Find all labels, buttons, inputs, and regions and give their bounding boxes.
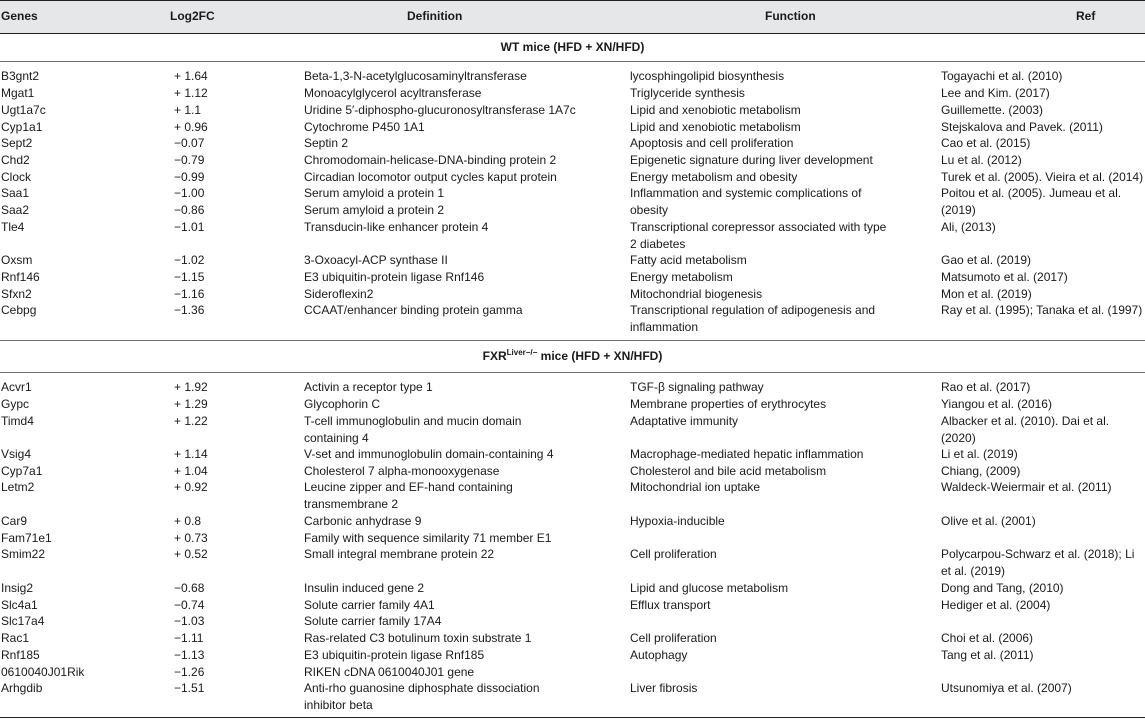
table-row (0, 513, 1145, 530)
log2fc-cell: + 1.14 (174, 447, 208, 461)
ref-cell: Yiangou et al. (2016) (941, 397, 1052, 411)
table-row (0, 396, 1145, 413)
gene-cell: Rnf185 (1, 648, 40, 662)
col-header-ref: Ref (1076, 9, 1096, 23)
table-row (0, 379, 1145, 396)
section-rule-fxr (0, 372, 1145, 373)
table-row (0, 302, 1145, 334)
col-header-log2fc: Log2FC (170, 9, 215, 23)
gene-cell: B3gnt2 (1, 69, 40, 83)
function-cell: Triglyceride synthesis (630, 86, 745, 100)
function-cell: Apoptosis and cell proliferation (630, 136, 794, 150)
log2fc-cell: + 0.73 (174, 531, 208, 545)
ref-cell: Chiang, (2009) (941, 464, 1021, 478)
definition-cell: RIKEN cDNA 0610040J01 gene (304, 665, 475, 679)
gene-cell: Cyp7a1 (1, 464, 43, 478)
definition-cell: T-cell immunoglobulin and mucin domain containing 4 (304, 414, 522, 445)
definition-cell: V-set and immunoglobulin domain-containing 4 (304, 447, 554, 461)
definition-cell: CCAAT/enhancer binding protein gamma (304, 303, 523, 317)
gene-cell: Clock (1, 170, 32, 184)
ref-cell: (2019) (941, 203, 976, 217)
function-cell: obesity (630, 203, 669, 217)
definition-cell: Ras-related C3 botulinum toxin substrate 1 (304, 631, 532, 645)
table-row (0, 119, 1145, 136)
col-header-definition: Definition (407, 9, 463, 23)
header-rule (0, 33, 1145, 34)
function-cell: TGF-β signaling pathway (630, 380, 764, 394)
gene-cell: Timd4 (1, 414, 34, 428)
table-row (0, 530, 1145, 547)
log2fc-cell: −1.26 (174, 665, 205, 679)
gene-cell: Rnf146 (1, 270, 40, 284)
log2fc-cell: + 1.22 (174, 414, 208, 428)
col-header-genes: Genes (1, 9, 38, 23)
ref-cell: Togayachi et al. (2010) (941, 69, 1063, 83)
section-title-fxr-prefix: FXR (482, 349, 507, 363)
function-cell: Hypoxia-inducible (630, 514, 725, 528)
log2fc-cell: + 0.96 (174, 120, 208, 134)
ref-cell: Polycarpou-Schwarz et al. (2018); Li (941, 547, 1135, 561)
function-cell: Lipid and xenobiotic metabolism (630, 103, 801, 117)
function-cell: Inflammation and systemic complications of (630, 186, 862, 200)
gene-cell: Cyp1a1 (1, 120, 43, 134)
table-row (0, 463, 1145, 480)
function-cell: Transcriptional regulation of adipogenesis and inflammation (630, 303, 876, 334)
definition-cell: E3 ubiquitin-protein ligase Rnf146 (304, 270, 485, 284)
gene-cell: Letm2 (1, 480, 35, 494)
definition-cell: Cytochrome P450 1A1 (304, 120, 425, 134)
top-rule (0, 0, 1145, 1)
ref-cell: Ali, (2013) (941, 220, 996, 234)
table-row (0, 102, 1145, 119)
bottom-rule (0, 717, 1145, 718)
ref-cell: Utsunomiya et al. (2007) (941, 681, 1072, 695)
ref-cell: Guillemette. (2003) (941, 103, 1044, 117)
definition-cell: Insulin induced gene 2 (304, 581, 425, 595)
gene-cell: Rac1 (1, 631, 30, 645)
ref-cell: Gao et al. (2019) (941, 253, 1032, 267)
table-row (0, 135, 1145, 152)
ref-cell: Li et al. (2019) (941, 447, 1018, 461)
ref-cell: Dong and Tang, (2010) (941, 581, 1064, 595)
gene-cell: Ugt1a7c (1, 103, 46, 117)
function-cell: Liver fibrosis (630, 681, 698, 695)
definition-cell: Cholesterol 7 alpha-monooxygenase (304, 464, 500, 478)
function-cell: Epigenetic signature during liver development (630, 153, 873, 167)
log2fc-cell: −1.02 (174, 253, 205, 267)
definition-cell: Leucine zipper and EF-hand containing transmembrane 2 (304, 480, 513, 511)
definition-cell: Circadian locomotor output cycles kaput protein (304, 170, 557, 184)
log2fc-cell: + 0.8 (174, 514, 202, 528)
gene-cell: Sfxn2 (1, 287, 32, 301)
table-row (0, 85, 1145, 102)
function-cell: lycosphingolipid biosynthesis (630, 69, 785, 83)
function-cell: Energy metabolism and obesity (630, 170, 798, 184)
log2fc-cell: −1.03 (174, 614, 205, 628)
section-rule-wt (0, 61, 1145, 62)
table-row (0, 219, 1145, 251)
ref-cell: Matsumoto et al. (2017) (941, 270, 1068, 284)
gene-cell: Cebpg (1, 303, 37, 317)
ref-cell: Mon et al. (2019) (941, 287, 1032, 301)
section-title-fxr-sup: Liver−/− (506, 348, 538, 357)
gene-cell: Fam71e1 (1, 531, 52, 545)
col-header-function: Function (765, 9, 816, 23)
function-cell: Autophagy (630, 648, 688, 662)
log2fc-cell: + 1.1 (174, 103, 202, 117)
function-cell: Efflux transport (630, 598, 711, 612)
log2fc-cell: −1.13 (174, 648, 205, 662)
gene-cell: Car9 (1, 514, 28, 528)
definition-cell: Uridine 5′-diphospho-glucuronosyltransferase 1A7c (304, 103, 576, 117)
function-cell: Membrane properties of erythrocytes (630, 397, 827, 411)
table-row (0, 613, 1145, 630)
definition-cell: Small integral membrane protein 22 (304, 547, 495, 561)
log2fc-cell: −0.74 (174, 598, 205, 612)
ref-cell: Turek et al. (2005). Vieira et al. (2014) (941, 170, 1144, 184)
table-row (0, 413, 1145, 445)
gene-cell: Mgat1 (1, 86, 35, 100)
ref-cell-continued: (2020) (941, 430, 976, 445)
ref-cell-continued: et al. (2019) (941, 563, 1006, 578)
gene-cell: Slc4a1 (1, 598, 38, 612)
log2fc-cell: + 1.64 (174, 69, 208, 83)
gene-cell: Saa2 (1, 203, 30, 217)
table-row (0, 446, 1145, 463)
gene-cell: Sept2 (1, 136, 33, 150)
function-cell: Fatty acid metabolism (630, 253, 747, 267)
definition-cell: 3-Oxoacyl-ACP synthase II (304, 253, 448, 267)
ref-cell: Albacker et al. (2010). Dai et al. (941, 414, 1110, 428)
section-title-fxr (0, 349, 1145, 363)
table-row (0, 185, 1145, 202)
gene-cell: Acvr1 (1, 380, 32, 394)
ref-cell: Olive et al. (2001) (941, 514, 1036, 528)
definition-cell: Activin a receptor type 1 (304, 380, 433, 394)
function-cell: Lipid and xenobiotic metabolism (630, 120, 801, 134)
definition-cell: Glycophorin C (304, 397, 381, 411)
gene-cell: Gypc (1, 397, 30, 411)
log2fc-cell: −1.36 (174, 303, 205, 317)
table-row (0, 580, 1145, 597)
log2fc-cell: −1.15 (174, 270, 205, 284)
log2fc-cell: + 0.52 (174, 547, 208, 561)
ref-cell: Hediger et al. (2004) (941, 598, 1051, 612)
log2fc-cell: −1.51 (174, 681, 205, 695)
definition-cell: Transducin-like enhancer protein 4 (304, 220, 489, 234)
function-cell: Adaptative immunity (630, 414, 739, 428)
function-cell: Energy metabolism (630, 270, 733, 284)
log2fc-cell: + 0.92 (174, 480, 208, 494)
section-title-wt: WT mice (HFD + XN/HFD) (500, 40, 645, 54)
function-cell: Cell proliferation (630, 631, 717, 645)
function-cell: Mitochondrial ion uptake (630, 480, 761, 494)
definition-cell: Septin 2 (304, 136, 349, 150)
function-cell: Macrophage-mediated hepatic inflammation (630, 447, 864, 461)
ref-cell: Choi et al. (2006) (941, 631, 1034, 645)
gene-cell: Slc17a4 (1, 614, 45, 628)
log2fc-cell: + 1.04 (174, 464, 208, 478)
table-row (0, 68, 1145, 85)
gene-cell: Oxsm (1, 253, 33, 267)
definition-cell: Family with sequence similarity 71 member E1 (304, 531, 552, 545)
gene-cell: Insig2 (1, 581, 34, 595)
gene-cell: Chd2 (1, 153, 30, 167)
ref-cell: Lee and Kim. (2017) (941, 86, 1050, 100)
log2fc-cell: −0.86 (174, 203, 205, 217)
gene-cell: Smim22 (1, 547, 46, 561)
section-title-fxr-suffix: mice (HFD + XN/HFD) (537, 349, 663, 363)
definition-cell: Serum amyloid a protein 2 (304, 203, 445, 217)
log2fc-cell: −1.11 (174, 631, 204, 645)
definition-cell: Beta-1,3-N-acetylglucosaminyltransferase (304, 69, 527, 83)
gene-cell: Saa1 (1, 186, 30, 200)
function-cell: Lipid and glucose metabolism (630, 581, 789, 595)
table-row (0, 286, 1145, 303)
gene-cell: 0610040J01Rik (1, 665, 85, 679)
table-row (0, 202, 1145, 219)
definition-cell: Solute carrier family 4A1 (304, 598, 435, 612)
definition-cell: E3 ubiquitin-protein ligase Rnf185 (304, 648, 485, 662)
definition-cell: Solute carrier family 17A4 (304, 614, 442, 628)
ref-cell: Cao et al. (2015) (941, 136, 1031, 150)
definition-cell: Sideroflexin2 (304, 287, 374, 301)
definition-cell: Monoacylglycerol acyltransferase (304, 86, 482, 100)
table-row (0, 664, 1145, 681)
function-cell: Mitochondrial biogenesis (630, 287, 763, 301)
table-row (0, 269, 1145, 286)
ref-cell: Stejskalova and Pavek. (2011) (941, 120, 1103, 134)
function-cell: Cholesterol and bile acid metabolism (630, 464, 827, 478)
log2fc-cell: −0.07 (174, 136, 205, 150)
ref-cell: Rao et al. (2017) (941, 380, 1031, 394)
function-cell: Cell proliferation (630, 547, 717, 561)
table-row (0, 169, 1145, 186)
definition-cell: Carbonic anhydrase 9 (304, 514, 422, 528)
log2fc-cell: + 1.29 (174, 397, 208, 411)
table-row (0, 647, 1145, 664)
ref-cell: Poitou et al. (2005). Jumeau et al. (941, 186, 1122, 200)
ref-cell: Ray et al. (1995); Tanaka et al. (1997) (941, 303, 1143, 317)
table-row (0, 546, 1145, 578)
log2fc-cell: −1.16 (174, 287, 205, 301)
log2fc-cell: + 1.92 (174, 380, 208, 394)
log2fc-cell: −0.99 (174, 170, 205, 184)
log2fc-cell: −0.68 (174, 581, 205, 595)
gene-cell: Vsig4 (1, 447, 32, 461)
gene-cell: Tle4 (1, 220, 25, 234)
definition-cell: Chromodomain-helicase-DNA-binding protein 2 (304, 153, 557, 167)
table-row (0, 252, 1145, 269)
log2fc-cell: + 1.12 (174, 86, 208, 100)
table-row (0, 680, 1145, 712)
table-row (0, 597, 1145, 614)
definition-cell: Anti-rho guanosine diphosphate dissociation inhibitor beta (304, 681, 540, 712)
table-row (0, 479, 1145, 511)
ref-cell: Tang et al. (2011) (941, 648, 1034, 662)
ref-cell: Waldeck-Weiermair et al. (2011) (941, 480, 1112, 494)
ref-cell: Lu et al. (2012) (941, 153, 1022, 167)
table-row (0, 152, 1145, 169)
log2fc-cell: −1.00 (174, 186, 205, 200)
section-rule-top-fxr (0, 340, 1145, 341)
table-row (0, 630, 1145, 647)
log2fc-cell: −0.79 (174, 153, 205, 167)
log2fc-cell: −1.01 (174, 220, 205, 234)
definition-cell: Serum amyloid a protein 1 (304, 186, 445, 200)
function-cell: Transcriptional corepressor associated with type 2 diabetes (630, 220, 887, 251)
gene-cell: Arhgdib (1, 681, 43, 695)
